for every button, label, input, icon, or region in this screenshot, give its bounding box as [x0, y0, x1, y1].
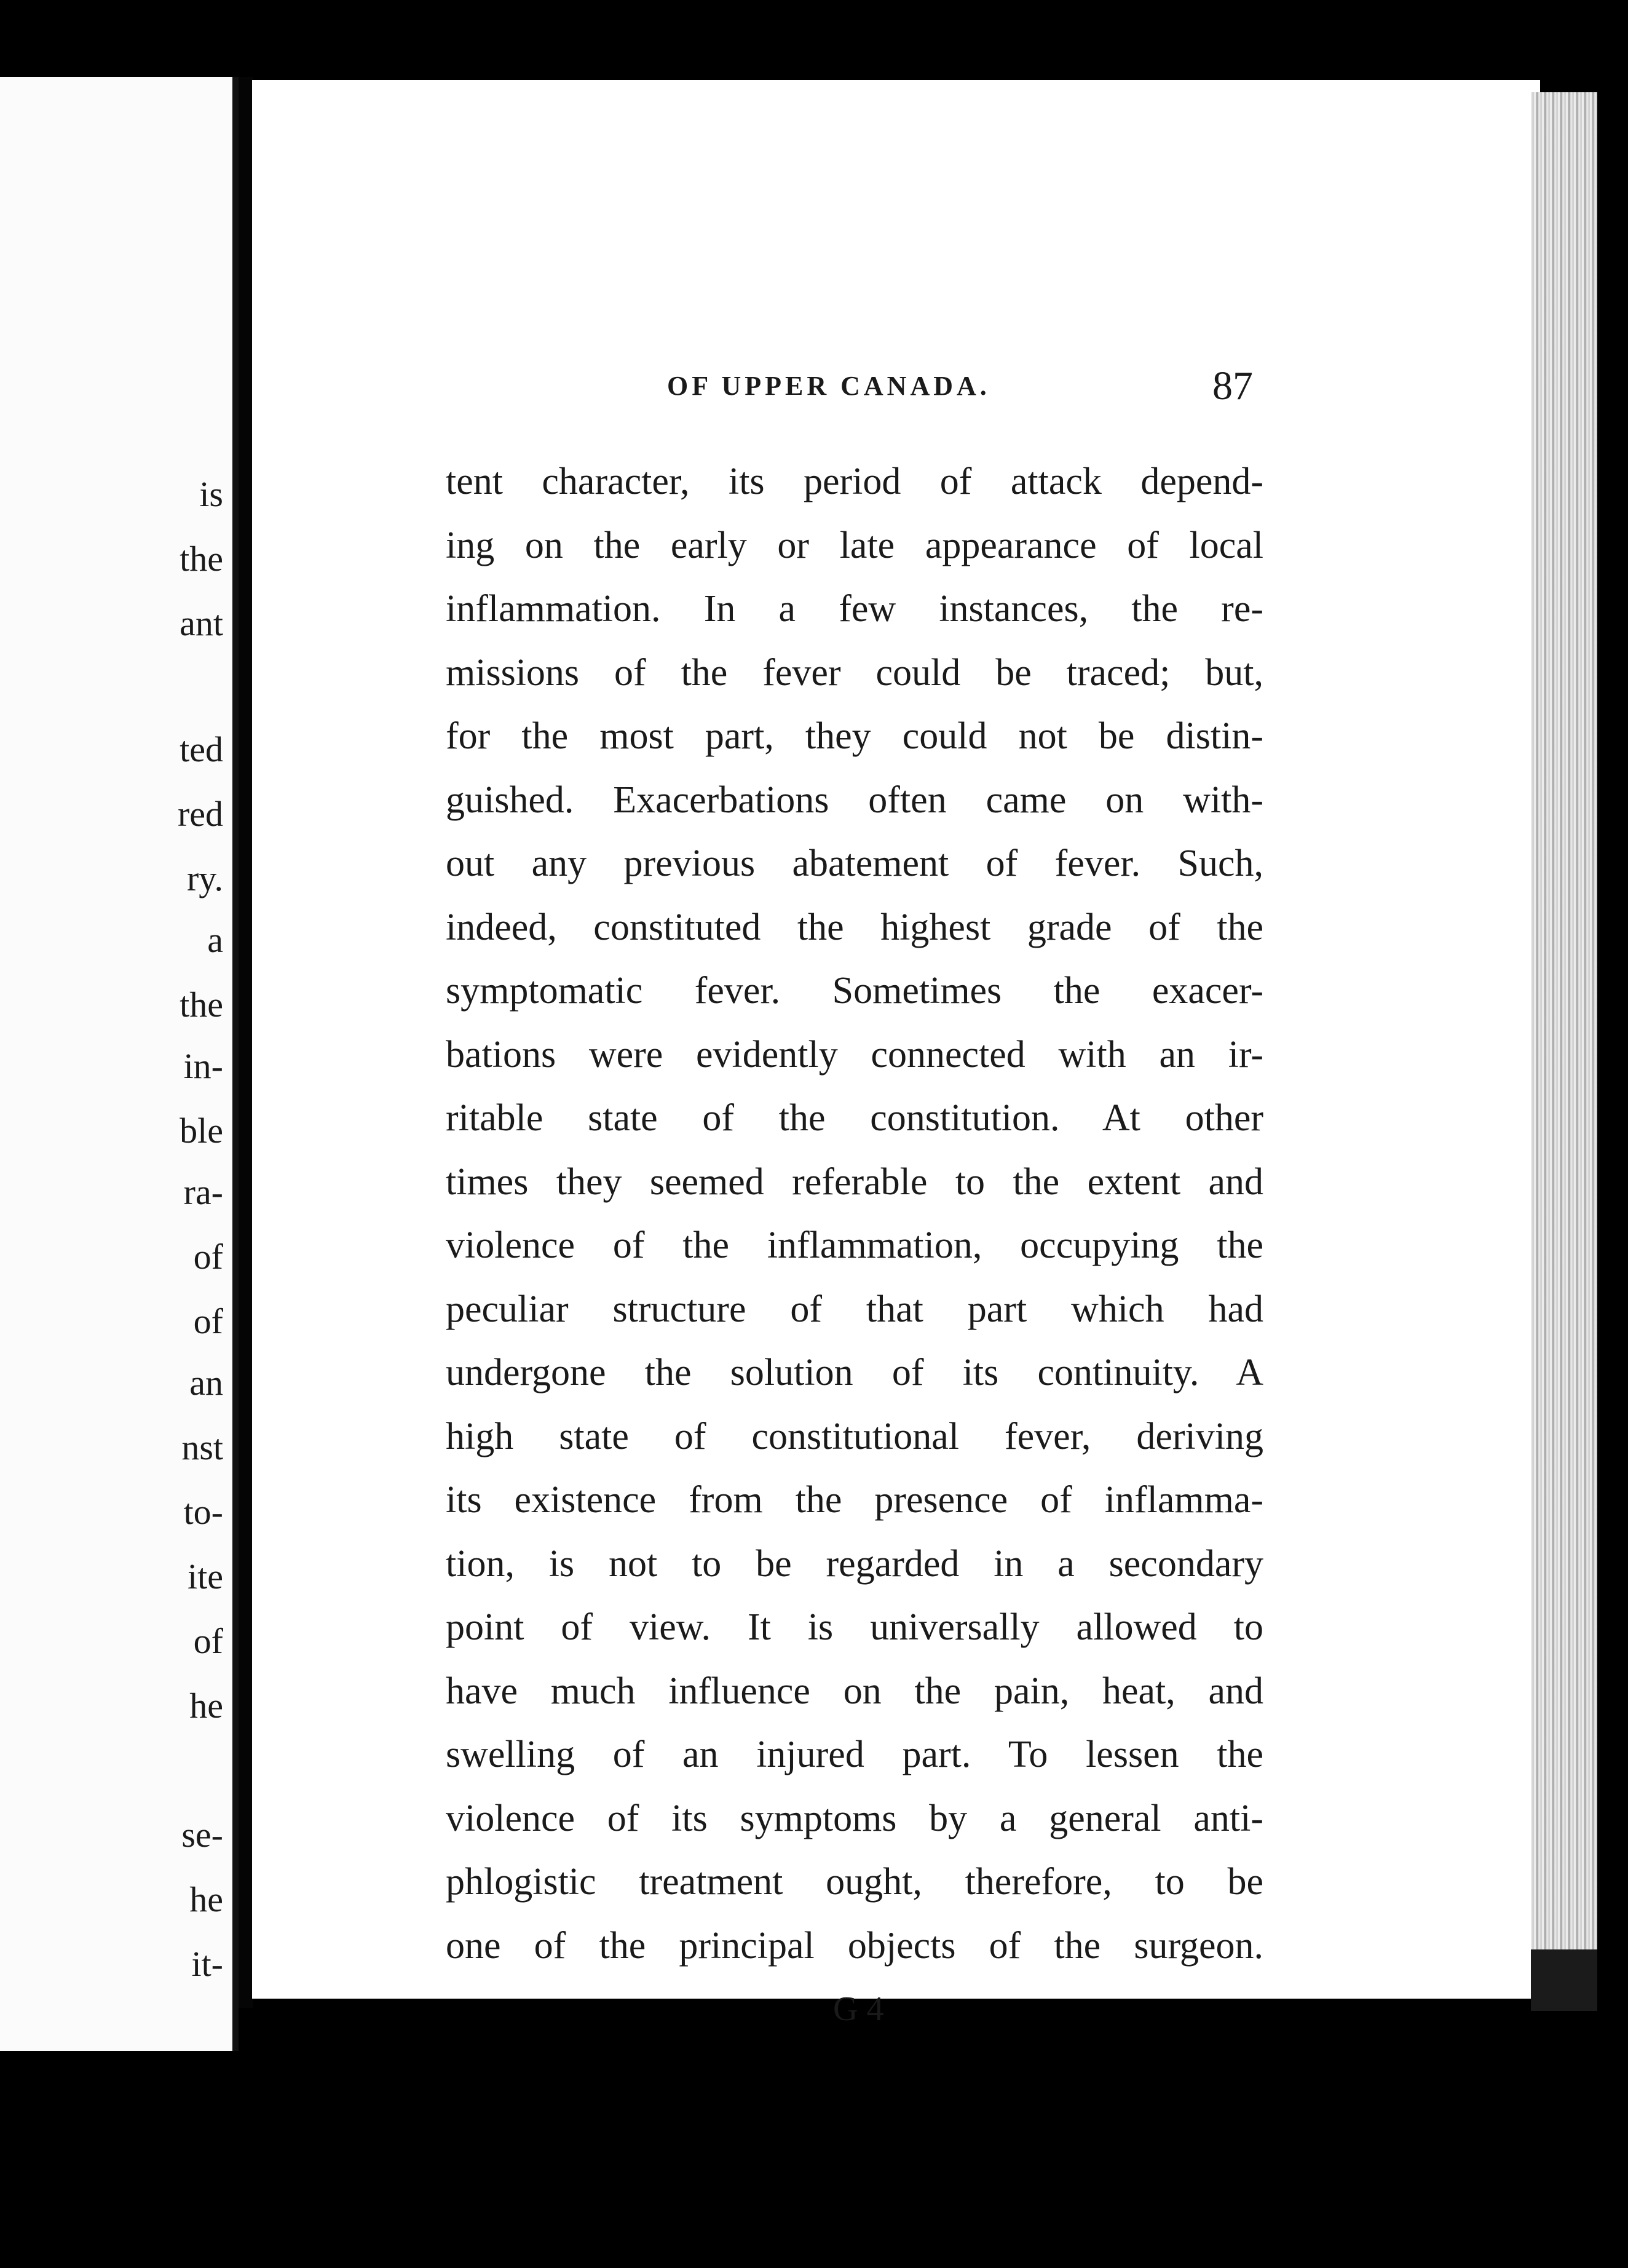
text-line: for the most part, they could not be distin- — [446, 715, 1263, 757]
left-fragment: he — [189, 1686, 223, 1726]
text-line: times they seemed referable to the extent and — [446, 1161, 1263, 1203]
book-gutter — [239, 77, 253, 2008]
text-line: ritable state of the constitution. At other — [446, 1097, 1263, 1139]
text-line: high state of constitutional fever, deriving — [446, 1416, 1263, 1457]
page-edges — [1531, 92, 1597, 2011]
left-fragment: of — [193, 1237, 223, 1277]
left-fragment: in- — [183, 1046, 223, 1086]
left-fragment: ted — [180, 729, 223, 769]
text-line: violence of the inflammation, occupying the — [446, 1224, 1263, 1266]
signature-mark: G 4 — [833, 1990, 884, 2028]
text-line: swelling of an injured part. To lessen the — [446, 1734, 1263, 1775]
text-line: ing on the early or late appearance of local — [446, 525, 1263, 566]
left-fragment: the — [180, 539, 223, 579]
text-line: out any previous abatement of fever. Such, — [446, 843, 1263, 884]
left-fragment: of — [193, 1301, 223, 1341]
left-fragment: ble — [180, 1111, 223, 1151]
left-fragment: ra- — [183, 1172, 223, 1212]
left-fragment: se- — [181, 1815, 223, 1855]
text-line: indeed, constituted the highest grade of the — [446, 906, 1263, 948]
page-edges-shadow — [1531, 1949, 1597, 2011]
text-line: tion, is not to be regarded in a secondary — [446, 1543, 1263, 1585]
text-line: have much influence on the pain, heat, and — [446, 1670, 1263, 1712]
running-head: OF UPPER CANADA. — [667, 371, 990, 401]
text-line: guished. Exacerbations often came on with- — [446, 779, 1263, 821]
left-fragment: an — [189, 1363, 223, 1403]
text-line: symptomatic fever. Sometimes the exacer- — [446, 970, 1263, 1012]
text-line: inflammation. In a few instances, the re- — [446, 588, 1263, 630]
left-fragment: he — [189, 1879, 223, 1919]
text-line: undergone the solution of its continuity. A — [446, 1352, 1263, 1394]
text-line: point of view. It is universally allowed to — [446, 1606, 1263, 1648]
page-number: 87 — [1212, 363, 1253, 408]
text-line: tent character, its period of attack depend- — [446, 461, 1263, 502]
text-line: its existence from the presence of inflamma- — [446, 1479, 1263, 1521]
left-fragment: to- — [183, 1492, 223, 1532]
text-line: one of the principal objects of the surgeon. — [446, 1925, 1263, 1967]
left-fragment: a — [207, 920, 223, 960]
left-fragment: ry. — [186, 858, 223, 898]
left-fragment: is — [199, 474, 223, 514]
left-fragment: ite — [188, 1556, 223, 1596]
text-line: missions of the fever could be traced; but, — [446, 652, 1263, 694]
left-fragment: it- — [191, 1944, 223, 1984]
left-fragment: nst — [181, 1427, 223, 1467]
text-line: peculiar structure of that part which had — [446, 1288, 1263, 1330]
left-facing-page — [0, 77, 237, 2051]
left-fragment: of — [193, 1621, 223, 1661]
gutter-divider — [232, 77, 239, 2051]
text-line: violence of its symptoms by a general anti- — [446, 1798, 1263, 1839]
left-fragment: the — [180, 985, 223, 1025]
text-line: bations were evidently connected with an ir- — [446, 1034, 1263, 1076]
text-line: phlogistic treatment ought, therefore, to be — [446, 1861, 1263, 1903]
left-fragment: red — [177, 794, 223, 834]
left-fragment: ant — [180, 603, 223, 643]
